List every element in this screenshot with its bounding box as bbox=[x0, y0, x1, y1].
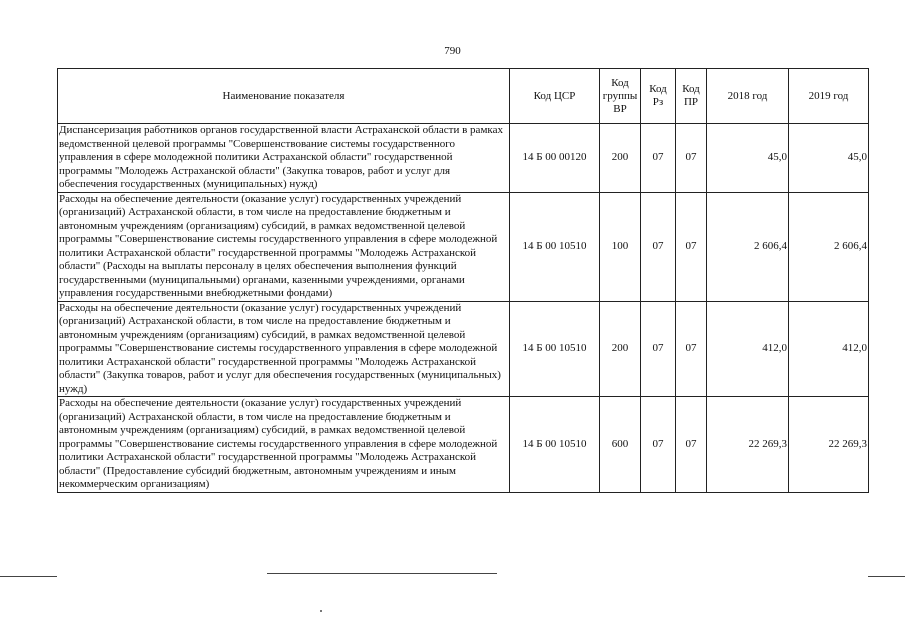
scan-dot bbox=[320, 610, 322, 612]
row-pr: 07 bbox=[676, 301, 707, 397]
table-row bbox=[58, 124, 869, 193]
header-vr-line3: ВР bbox=[613, 102, 627, 115]
row-name: Расходы на обеспечение деятельности (оказание услуг) государственных учреждений (организаций) Астраханской области, в том числе на предоставление бюджетным и автономным учреждениям (организациям) субсидий, в рамках ведомственной целевой программы "Совершенствование системы государственного управления в сфере молодежной политики Астраханской области" государственной программы "Молодежь Астраханской области" (Закупка товаров, работ и услуг для обеспечения государственных (муниципальных) нужд) bbox=[58, 301, 510, 397]
row-name: Диспансеризация работников органов государственной власти Астраханской области в рамках ведомственной целевой программы "Совершенствование системы государственного управления в сфере молодежной политики Астраханской области" государственной программы "Молодежь Астраханской области" (Закупка товаров, работ и услуг для обеспечения государственных (муниципальных) нужд) bbox=[58, 124, 510, 193]
header-vr-line2: группы bbox=[602, 89, 638, 102]
table-header-row bbox=[58, 69, 869, 124]
row-rz: 07 bbox=[641, 301, 676, 397]
row-csr: 14 Б 00 10510 bbox=[510, 301, 600, 397]
row-2018: 45,0 bbox=[707, 124, 789, 193]
scan-line-right bbox=[868, 576, 905, 577]
row-2019: 45,0 bbox=[789, 124, 869, 193]
page-number: 790 bbox=[444, 45, 461, 57]
header-pr-line2: ПР bbox=[683, 96, 699, 108]
row-pr: 07 bbox=[676, 397, 707, 493]
row-rz: 07 bbox=[641, 397, 676, 493]
budget-table bbox=[57, 68, 869, 493]
header-vr bbox=[600, 69, 641, 124]
row-2018: 412,0 bbox=[707, 301, 789, 397]
row-vr: 600 bbox=[600, 397, 641, 493]
scan-line-left bbox=[0, 576, 57, 577]
scan-line-middle bbox=[267, 573, 497, 574]
row-2019: 2 606,4 bbox=[789, 192, 869, 301]
header-2018: 2018 год bbox=[707, 69, 789, 124]
row-rz: 07 bbox=[641, 192, 676, 301]
row-vr: 200 bbox=[600, 301, 641, 397]
table-row bbox=[58, 301, 869, 397]
row-name: Расходы на обеспечение деятельности (оказание услуг) государственных учреждений (организаций) Астраханской области, в том числе на предоставление бюджетным и автономным учреждениям (организациям) субсидий, в рамках ведомственной целевой программы "Совершенствование системы государственного управления в сфере молодежной политики Астраханской области" государственной программы "Молодежь Астраханской области" (Предоставление субсидий бюджетным, автономным учреждениям и иным некоммерческим организациям) bbox=[58, 397, 510, 493]
header-rz-line2: Рз bbox=[652, 96, 664, 108]
row-2018: 2 606,4 bbox=[707, 192, 789, 301]
header-vr-line1: Код bbox=[611, 76, 629, 89]
row-vr: 100 bbox=[600, 192, 641, 301]
row-pr: 07 bbox=[676, 192, 707, 301]
row-csr: 14 Б 00 10510 bbox=[510, 397, 600, 493]
header-name: Наименование показателя bbox=[58, 69, 510, 124]
row-csr: 14 Б 00 10510 bbox=[510, 192, 600, 301]
header-rz bbox=[641, 69, 676, 124]
row-rz: 07 bbox=[641, 124, 676, 193]
row-2019: 412,0 bbox=[789, 301, 869, 397]
header-2019: 2019 год bbox=[789, 69, 869, 124]
row-csr: 14 Б 00 00120 bbox=[510, 124, 600, 193]
header-pr-line1: Код bbox=[682, 83, 700, 95]
table-row bbox=[58, 397, 869, 493]
header-csr: Код ЦСР bbox=[510, 69, 600, 124]
row-pr: 07 bbox=[676, 124, 707, 193]
row-name: Расходы на обеспечение деятельности (оказание услуг) государственных учреждений (организаций) Астраханской области, в том числе на предоставление бюджетным и автономным учреждениям (организациям) субсидий, в рамках ведомственной целевой программы "Совершенствование системы государственного управления в сфере молодежной политики Астраханской области" государственной программы "Молодежь Астраханской области" (Расходы на выплаты персоналу в целях обеспечения выполнения функций государственными (муниципальными) органами, казенными учреждениями, органами управления государственными внебюджетными фондами) bbox=[58, 192, 510, 301]
row-vr: 200 bbox=[600, 124, 641, 193]
header-pr bbox=[676, 69, 707, 124]
table-row bbox=[58, 192, 869, 301]
row-2019: 22 269,3 bbox=[789, 397, 869, 493]
row-2018: 22 269,3 bbox=[707, 397, 789, 493]
header-rz-line1: Код bbox=[649, 83, 667, 95]
